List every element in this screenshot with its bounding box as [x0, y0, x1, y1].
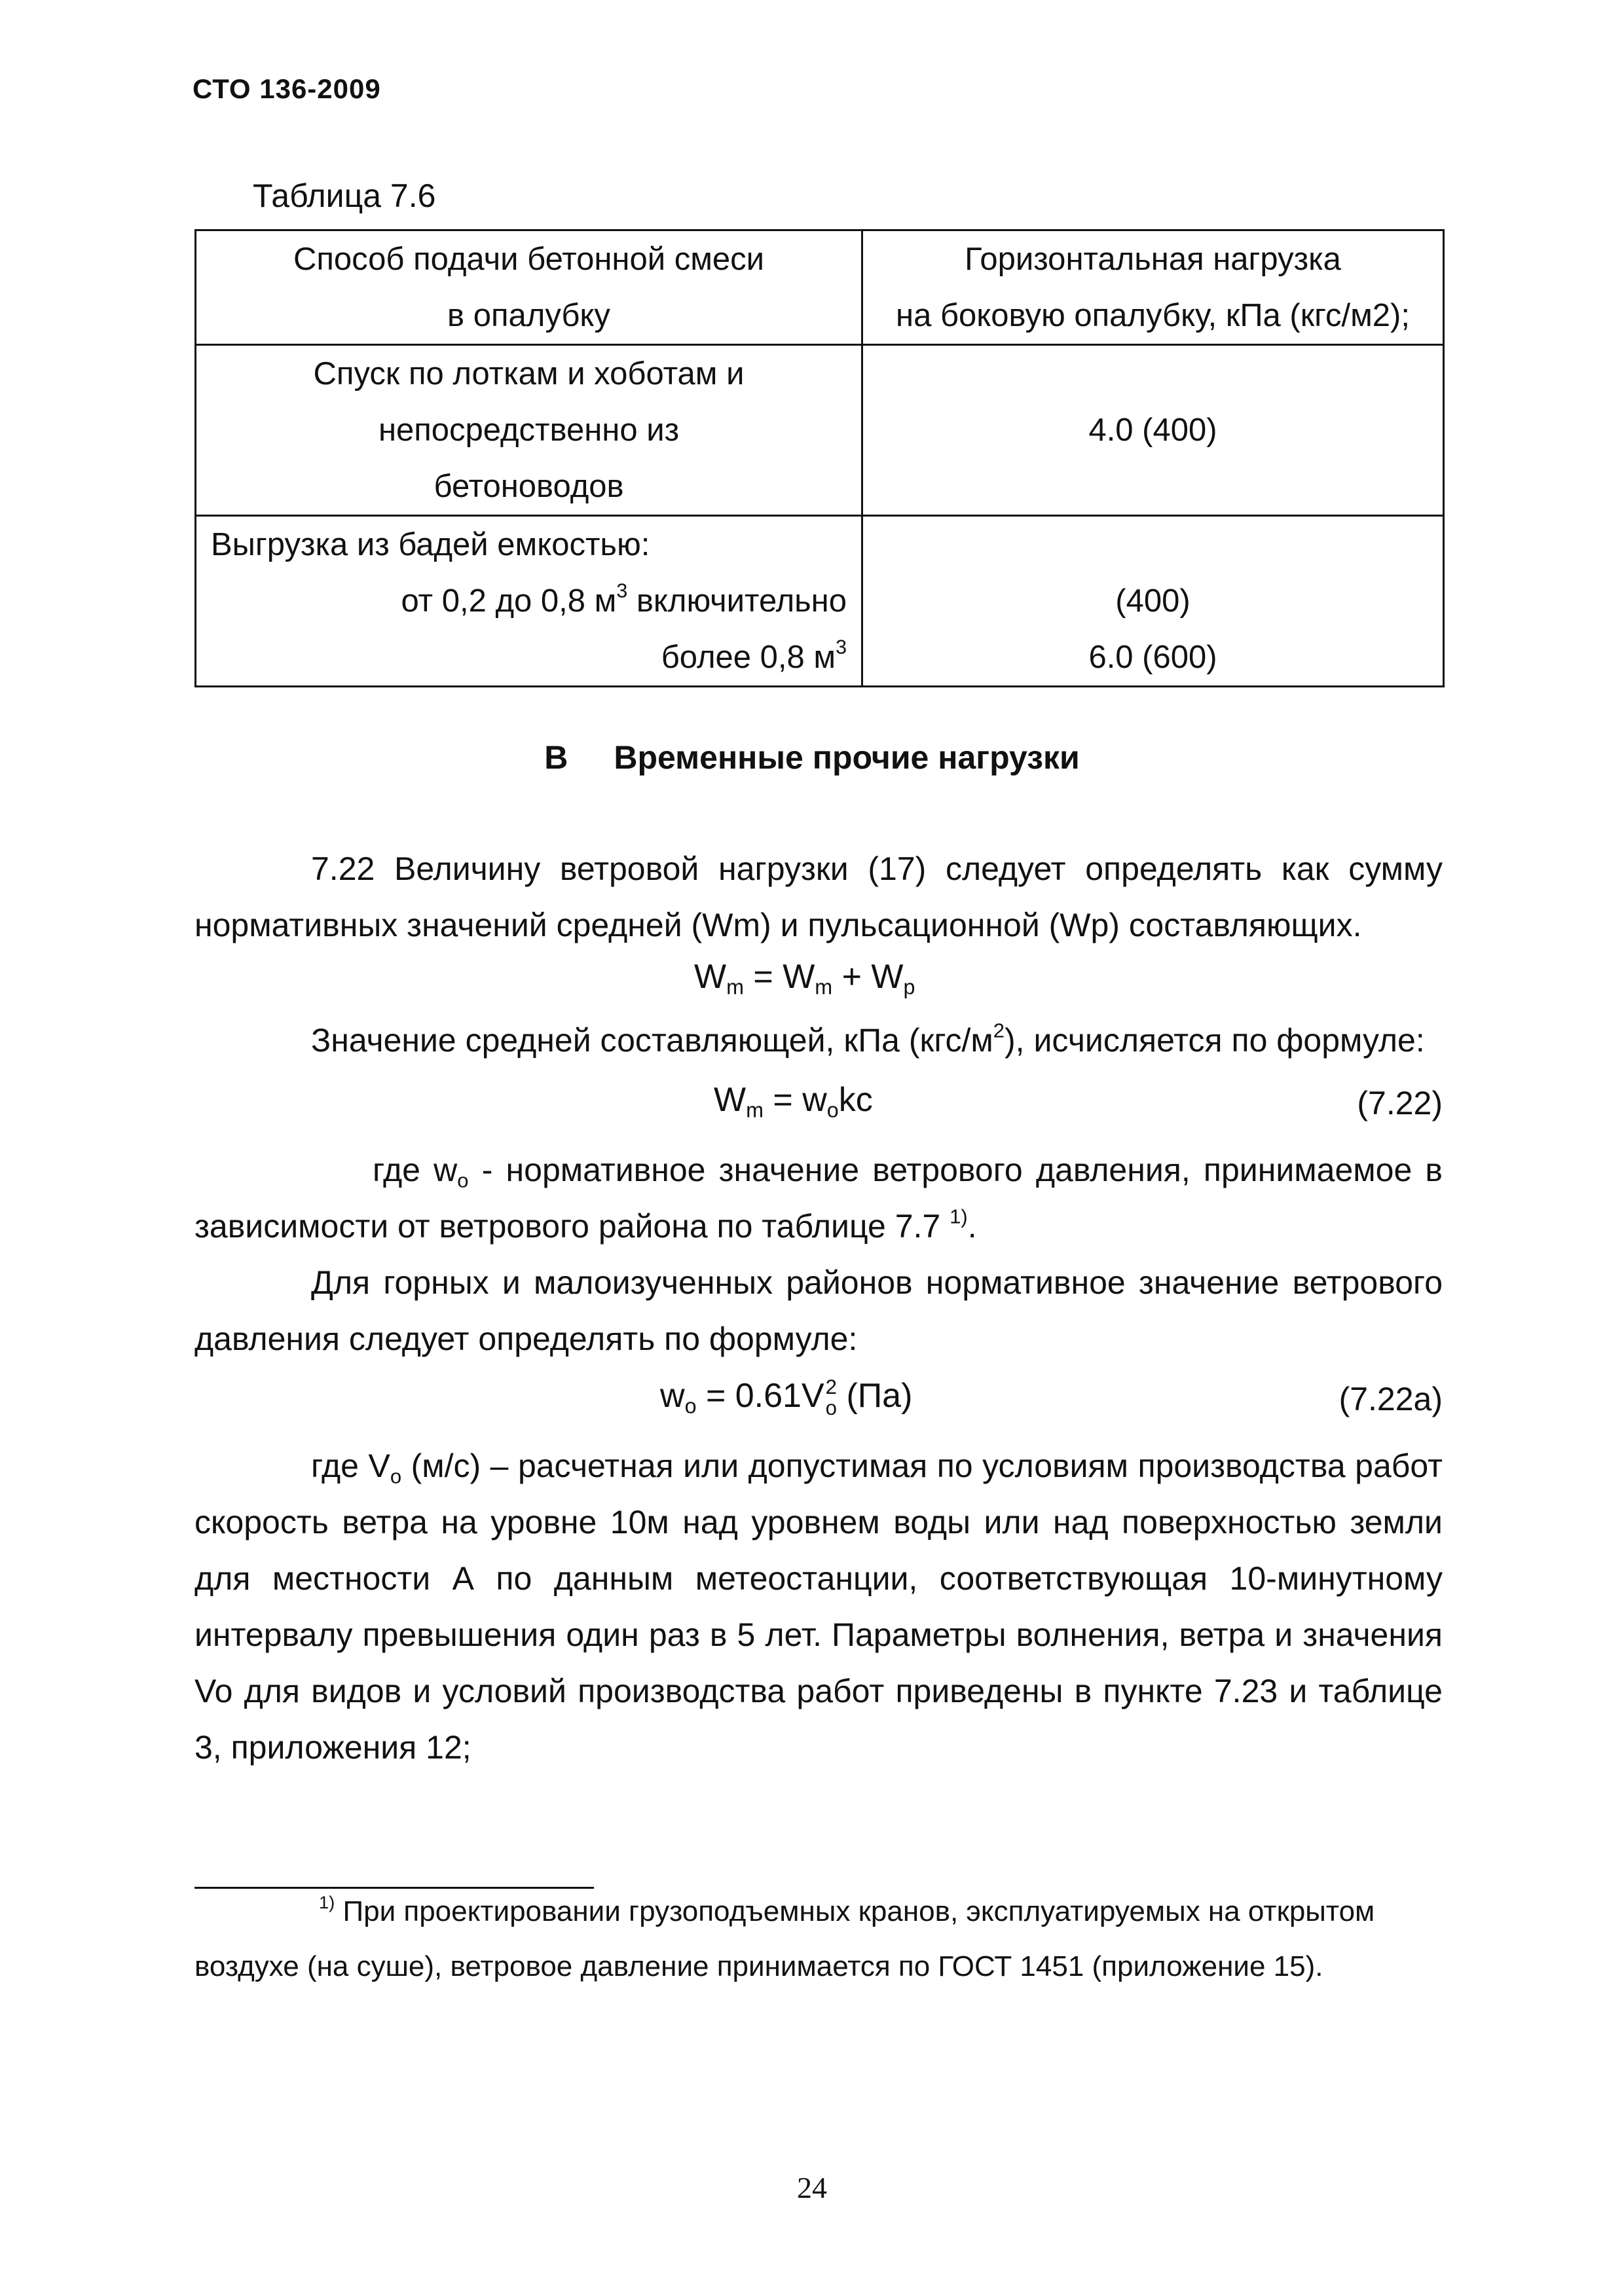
header-text: на боковую опалубку, кПа (кгс/м2);: [896, 298, 1410, 333]
paragraph-mountain-regions: Для горных и малоизученных районов нормативное значение ветрового давления следует определять по формуле:: [194, 1264, 1443, 1357]
cell-load: [862, 516, 1444, 687]
section-heading: [0, 738, 1624, 776]
header-cell-method: [196, 230, 862, 345]
formula-7-22a: $w_o = 0.61V$ 2 o (Па): [660, 1375, 913, 1420]
formula-7-22: $W_m = w_okc$: [714, 1081, 873, 1122]
footnote-ref: 1): [950, 1205, 968, 1228]
table-header-row: [196, 230, 1444, 345]
cell-text: бетоноводов: [434, 469, 624, 504]
page-number: 24: [797, 2171, 827, 2204]
table-row: [196, 345, 1444, 516]
cell-method: [196, 345, 862, 516]
cell-text: непосредственно из: [378, 412, 680, 448]
cell-text: более 0,8 $м^3$: [661, 636, 847, 675]
section-title: Временные прочие нагрузки: [614, 739, 1080, 776]
document-code: СТО 136-2009: [193, 73, 381, 104]
table-caption: Таблица 7.6: [253, 177, 436, 214]
header-cell-load: [862, 230, 1444, 345]
paragraph-vo-definition: где $V_o$ (м/с) – расчетная или допустимая по условиям производства работ скорость ветра на уровне 10м над уровнем воды или над поверхностью земли для местности А по данным метеостанции, соответствующая 10-минутному интервалу превышения один раз в 5 лет. Параметры волнения, ветра и значения Vo для видов и условий производства работ приведены в пункте 7.23 и таблице 3, приложения 12;: [194, 1448, 1443, 1766]
paragraph-7-22: 7.22 Величину ветровой нагрузки (17) следует определять как сумму нормативных значений средней (Wm) и пульсационной (Wp) составляющих.: [194, 850, 1443, 943]
table-row: [196, 516, 1444, 687]
paragraph-wo-definition: где $w_o$ - нормативное значение ветрового давления, принимаемое в зависимости от ветрового района по таблице 7.7 $^{1)}$.: [194, 1152, 1443, 1245]
header-text: Горизонтальная нагрузка: [965, 242, 1341, 277]
header-text: Способ подачи бетонной смеси: [293, 242, 765, 277]
cell-value: 4.0 (400): [1088, 412, 1217, 448]
cell-method: [196, 516, 862, 687]
section-letter: В: [544, 739, 568, 776]
equation-number: (7.22): [1357, 1085, 1443, 1121]
cell-text: Спуск по лоткам и хоботам и: [313, 356, 745, 392]
load-table: [194, 229, 1445, 687]
equation-number: (7.22а): [1338, 1381, 1443, 1417]
header-text: в опалубку: [447, 298, 610, 333]
cell-load: [862, 345, 1444, 516]
footnote-mark: 1): [319, 1891, 335, 1912]
cell-text: Выгрузка из бадей емкостью:: [211, 527, 650, 562]
cell-value: (400): [1115, 583, 1190, 619]
paragraph-mean-component: Значение средней составляющей, кПа $(кгс/м^2)$, исчисляется по формуле:: [311, 1019, 1425, 1059]
formula-wind-sum: $W_m = W_m + W_p$: [694, 958, 915, 999]
footnote: $^{1)}$ При проектировании грузоподъемных кранов, эксплуатируемых на открытом воздухе (на суше), ветровое давление принимается по ГОСТ 1451 (приложение 15).: [194, 1891, 1375, 1982]
cell-value: 6.0 (600): [1088, 640, 1217, 675]
cell-text: от 0,2 до 0,8 $м^3$ включительно: [401, 579, 847, 619]
